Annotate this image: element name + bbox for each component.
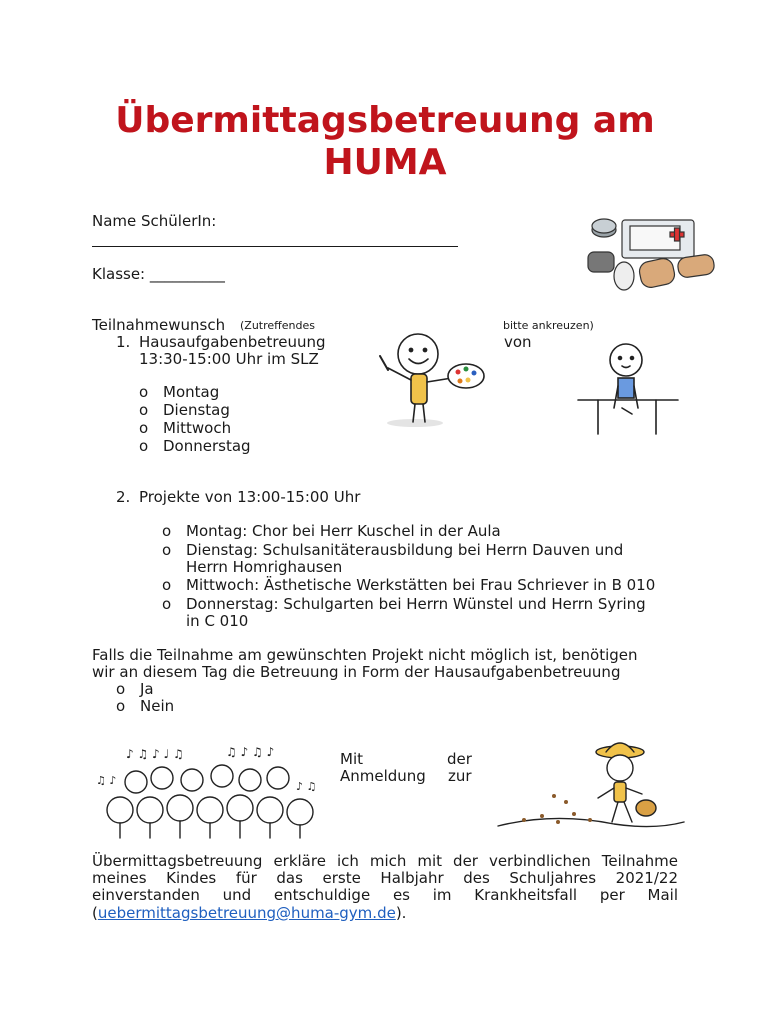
item2-line1: Projekte von 13:00-15:00 Uhr	[139, 488, 361, 506]
project-option-thursday[interactable]	[162, 595, 646, 613]
first-aid-kit-illustration	[582, 212, 722, 296]
singing-children-illustration	[96, 744, 318, 840]
name-label: Name SchülerIn:	[92, 212, 217, 230]
checkbox-bullet[interactable]: o	[162, 576, 172, 594]
checkbox-bullet[interactable]: o	[162, 541, 172, 559]
option-label: Ja	[140, 680, 154, 698]
name-line[interactable]	[92, 246, 458, 247]
day-label: Dienstag	[163, 401, 230, 419]
mid-word: zur	[448, 767, 472, 785]
closing-line3: einverstanden und entschuldige es im Krankheitsfall per Mail	[92, 886, 678, 904]
checkbox-bullet[interactable]: o	[162, 522, 172, 540]
item1-line2: 13:30-15:00 Uhr im SLZ	[139, 350, 319, 368]
project-label-continued: Herrn Homrighausen	[186, 558, 343, 576]
day-option-thursday[interactable]	[139, 437, 251, 455]
project-option-wednesday[interactable]	[162, 576, 655, 594]
checkbox-bullet[interactable]: o	[139, 401, 149, 419]
svg-text:♪ ♫: ♪ ♫	[296, 780, 317, 793]
project-option-monday[interactable]	[162, 522, 501, 540]
checkbox-bullet[interactable]: o	[116, 697, 126, 715]
closing-line4	[92, 904, 406, 922]
day-label: Montag	[163, 383, 220, 401]
wish-hint-left: (Zutreffendes	[240, 319, 315, 332]
fallback-option-no[interactable]	[116, 697, 174, 715]
checkbox-bullet[interactable]: o	[139, 383, 149, 401]
page-title: Übermittagsbetreuung am	[115, 100, 655, 141]
project-label: Dienstag: Schulsanitäterausbildung bei Herrn Dauven und	[186, 541, 624, 559]
mid-word: der	[447, 750, 472, 768]
closing-line1: Übermittagsbetreuung erkläre ich mich mit der verbindlichen Teilnahme	[92, 852, 678, 870]
checkbox-bullet[interactable]: o	[116, 680, 126, 698]
stickman-at-desk-illustration	[576, 338, 680, 436]
checkbox-bullet[interactable]: o	[139, 437, 149, 455]
mid-word: Anmeldung	[340, 767, 426, 785]
project-label: Montag: Chor bei Herr Kuschel in der Aula	[186, 522, 501, 540]
email-link[interactable]: uebermittagsbetreuung@huma-gym.de	[97, 904, 396, 922]
wish-label: Teilnahmewunsch	[92, 316, 226, 334]
day-option-wednesday[interactable]	[139, 419, 231, 437]
day-label: Donnerstag	[163, 437, 251, 455]
mid-word: Mit	[340, 750, 363, 768]
closing-line2: meines Kindes für das erste Halbjahr des Schuljahres 2021/22	[92, 869, 678, 887]
painter-stickman-illustration	[368, 326, 486, 432]
day-option-tuesday[interactable]	[139, 401, 230, 419]
checkbox-bullet[interactable]: o	[139, 419, 149, 437]
project-option-tuesday[interactable]	[162, 541, 623, 559]
item1-line1: Hausaufgabenbetreuung	[139, 333, 326, 351]
paren-open: (	[92, 904, 98, 922]
fallback-line1: Falls die Teilnahme am gewünschten Projekt nicht möglich ist, benötigen	[92, 646, 638, 664]
item2-number: 2.	[116, 488, 131, 506]
gardener-stickman-illustration	[494, 736, 686, 832]
checkbox-bullet[interactable]: o	[162, 595, 172, 613]
item1-von: von	[504, 333, 532, 351]
svg-text:♫ ♪: ♫ ♪	[96, 774, 117, 787]
svg-text:♪ ♫ ♪ ♩ ♫: ♪ ♫ ♪ ♩ ♫	[126, 747, 184, 761]
class-label: Klasse: __________	[92, 265, 225, 283]
wish-hint-right: bitte ankreuzen)	[503, 319, 594, 332]
page-title-line2: HUMA	[323, 142, 447, 183]
project-label: Mittwoch: Ästhetische Werkstätten bei Frau Schriever in B 010	[186, 576, 656, 594]
item1-number: 1.	[116, 333, 131, 351]
svg-text:♫ ♪ ♫ ♪: ♫ ♪ ♫ ♪	[226, 745, 275, 759]
day-label: Mittwoch	[163, 419, 232, 437]
fallback-option-yes[interactable]	[116, 680, 154, 698]
project-label-continued: in C 010	[186, 612, 249, 630]
option-label: Nein	[140, 697, 175, 715]
day-option-monday[interactable]	[139, 383, 219, 401]
fallback-line2: wir an diesem Tag die Betreuung in Form der Hausaufgabenbetreuung	[92, 663, 621, 681]
project-label: Donnerstag: Schulgarten bei Herrn Wünstel und Herrn Syring	[186, 595, 646, 613]
paren-close: ).	[395, 904, 407, 922]
